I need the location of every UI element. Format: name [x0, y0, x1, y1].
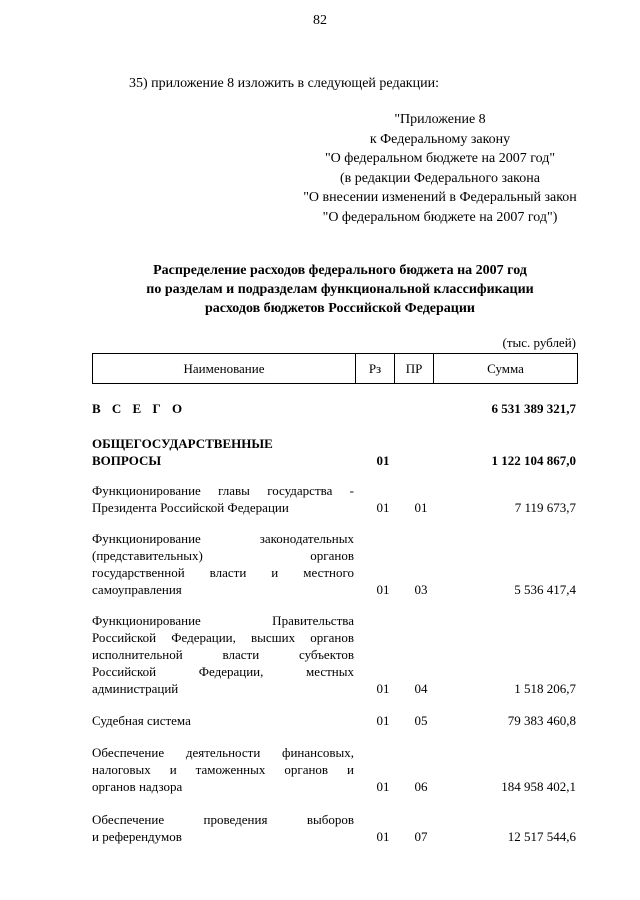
row-name — [92, 744, 354, 795]
row-name — [92, 712, 354, 729]
annex-line: "О федеральном бюджете на 2007 год") — [322, 209, 558, 225]
row-pr: 05 — [414, 713, 428, 728]
title-line: расходов бюджетов Российской Федерации — [205, 301, 475, 316]
row-rz: 01 — [376, 779, 390, 794]
row-sum: 12 517 544,6 — [507, 829, 576, 844]
row-pr: 01 — [414, 500, 428, 515]
row-sum: 6 531 389 321,7 — [491, 401, 576, 416]
annex-line: "Приложение 8 — [394, 112, 486, 127]
table-row — [92, 810, 576, 845]
row-name-line: ОБЩЕГОСУДАРСТВЕННЫЕ — [92, 436, 273, 451]
row-pr: 06 — [414, 779, 428, 794]
row-pr: 03 — [414, 582, 428, 597]
table-header — [92, 353, 578, 384]
row-sum: 7 119 673,7 — [514, 500, 576, 515]
row-name-line: и референдумов — [92, 829, 182, 844]
annex-line: к Федеральному закону — [369, 131, 511, 147]
row-name-line: Судебная система — [92, 713, 191, 728]
table-row — [92, 743, 576, 795]
row-sum: 79 383 460,8 — [507, 713, 576, 728]
table-row-total — [92, 397, 576, 417]
page-number: 82 — [313, 13, 327, 28]
row-rz: 01 — [376, 582, 390, 597]
row-name — [92, 400, 354, 417]
row-name-line: органов надзора — [92, 779, 183, 794]
row-rz: 01 — [376, 713, 390, 728]
annex-line: "О внесении изменений в Федеральный закон — [303, 190, 577, 205]
row-name-line: Президента Российской Федерации — [92, 500, 289, 515]
annex-line: "О федеральном бюджете на 2007 год" — [324, 151, 556, 166]
row-name — [92, 435, 354, 469]
header-pr: ПР — [395, 354, 434, 383]
row-name — [92, 612, 354, 697]
row-name-line: В С Е Г О — [92, 401, 187, 416]
annex-header — [270, 110, 610, 227]
row-sum: 5 536 417,4 — [514, 582, 576, 597]
row-sum: 184 958 402,1 — [501, 779, 576, 794]
row-name-line: Функционирование Правительства — [92, 613, 354, 628]
row-pr: 07 — [414, 829, 428, 844]
table-row — [92, 482, 576, 516]
row-name-line: налоговых и таможенных органов и — [92, 762, 354, 777]
row-name — [92, 530, 354, 598]
header-rz: Рз — [356, 354, 395, 383]
row-sum: 1 122 104 867,0 — [491, 453, 576, 468]
table-row — [92, 612, 576, 697]
row-name-line: Обеспечение проведения выборов — [92, 812, 354, 827]
row-name-line: Функционирование главы государства - — [92, 483, 354, 498]
row-rz: 01 — [376, 829, 390, 844]
row-name-line: Российской Федерации, местных — [92, 664, 354, 679]
row-rz: 01 — [376, 453, 390, 468]
row-rz: 01 — [376, 681, 390, 696]
table-row-section — [92, 433, 576, 469]
annex-line: (в редакции Федерального закона — [340, 170, 540, 186]
title-line: Распределение расходов федерального бюджета на 2007 год — [153, 263, 527, 278]
row-name-line: ВОПРОСЫ — [92, 453, 162, 468]
units-label: (тыс. рублей) — [502, 335, 576, 350]
row-name-line: администраций — [92, 681, 179, 696]
document-title — [60, 261, 620, 318]
row-name-line: (представительных) органов — [92, 548, 354, 563]
table-row — [92, 530, 576, 598]
row-name-line: Функционирование законодательных — [92, 531, 354, 546]
row-name — [92, 482, 354, 516]
row-name-line: государственной власти и местного — [92, 565, 354, 580]
row-pr: 04 — [414, 681, 428, 696]
title-line: по разделам и подразделам функциональной классификации — [146, 282, 534, 297]
header-name: Наименование — [93, 354, 356, 383]
header-sum: Сумма — [487, 360, 524, 376]
row-name-line: Обеспечение деятельности финансовых, — [92, 745, 354, 760]
row-rz: 01 — [376, 500, 390, 515]
row-name-line: Российской Федерации, высших органов — [92, 630, 354, 645]
row-name-line: самоуправления — [92, 582, 182, 597]
row-name — [92, 811, 354, 845]
amendment-intro: 35) приложение 8 изложить в следующей редакции: — [129, 76, 439, 91]
row-sum: 1 518 206,7 — [514, 681, 576, 696]
table-row — [92, 711, 576, 729]
row-name-line: исполнительной власти субъектов — [92, 647, 354, 662]
